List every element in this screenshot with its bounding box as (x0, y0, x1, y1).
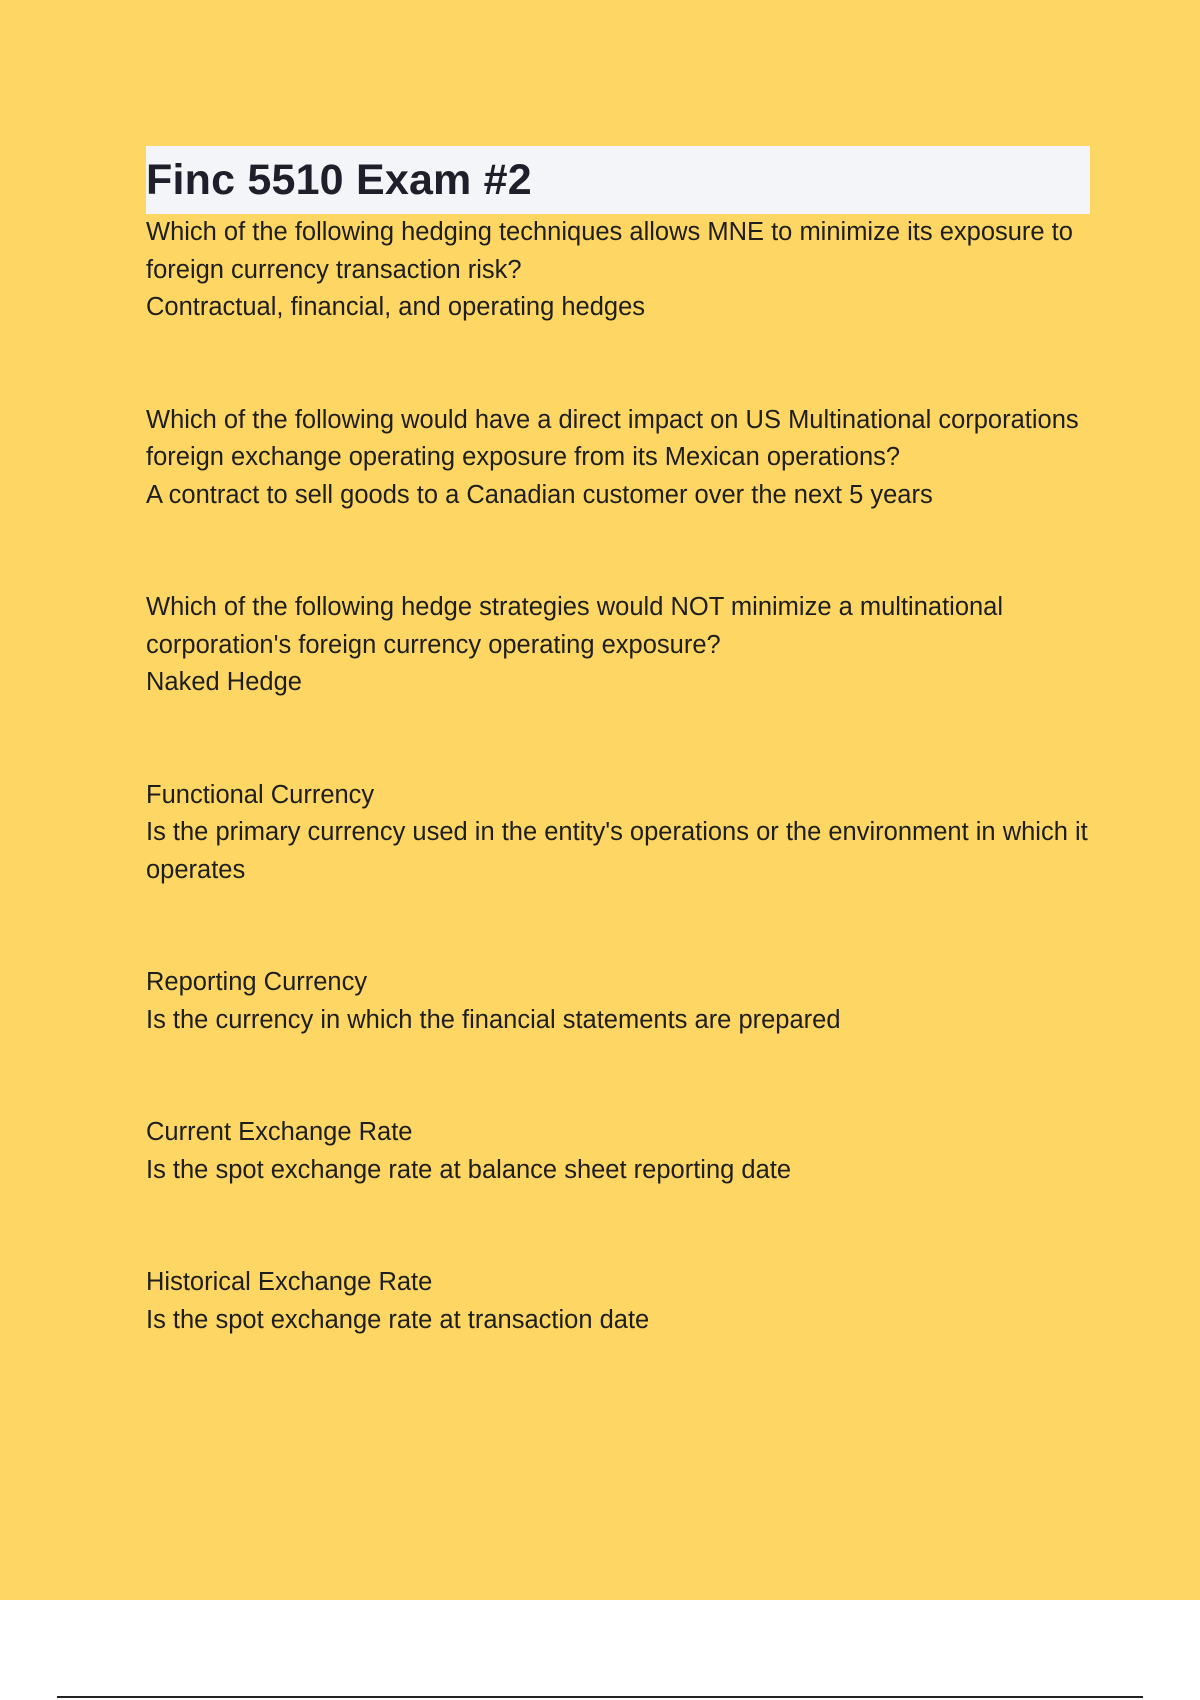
flashcard-question: Functional Currency (146, 780, 375, 809)
flashcard-answer: Is the spot exchange rate at balance sheet reporting date (146, 1155, 792, 1184)
flashcard-item (146, 402, 1090, 515)
flashcard-answer: Is the primary currency used in the entity's operations or the environment in which it operates (146, 818, 1088, 884)
footer-divider (57, 1696, 1143, 1698)
flashcard-question: Which of the following hedge strategies would NOT minimize a multinational corporation's foreign currency operating exposure? (146, 593, 1004, 659)
title-banner (146, 146, 1090, 214)
flashcard-item (146, 214, 1090, 327)
document-title: Finc 5510 Exam #2 (146, 155, 532, 204)
flashcard-answer: Naked Hedge (146, 668, 302, 696)
flashcard-answer: A contract to sell goods to a Canadian customer over the next 5 years (146, 480, 933, 509)
flashcard-question: Current Exchange Rate (146, 1118, 413, 1146)
flashcard-item (146, 1264, 1090, 1339)
flashcard-answer: Is the currency in which the financial statements are prepared (146, 1005, 841, 1034)
flashcard-question: Which of the following hedging techniques allows MNE to minimize its exposure to foreign currency transaction risk? (146, 218, 1073, 284)
flashcard-question: Reporting Currency (146, 968, 368, 996)
flashcard-list (146, 214, 1090, 1339)
flashcard-item (146, 1114, 1090, 1189)
flashcard-question: Historical Exchange Rate (146, 1268, 433, 1296)
flashcard-answer: Contractual, financial, and operating hedges (146, 293, 646, 321)
flashcard-item (146, 589, 1090, 702)
flashcard-question: Which of the following would have a direct impact on US Multinational corporations foreign exchange operating exposure from its Mexican operations? (146, 405, 1079, 471)
flashcard-item (146, 777, 1090, 890)
flashcard-item (146, 964, 1090, 1039)
document-content (146, 146, 1090, 1339)
flashcard-answer: Is the spot exchange rate at transaction date (146, 1305, 650, 1334)
